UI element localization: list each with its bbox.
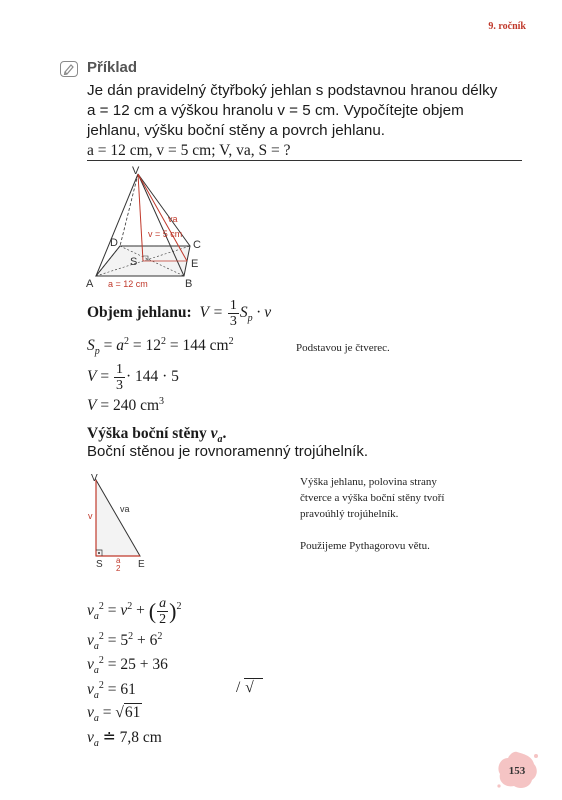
label-v5: v = 5 cm: [148, 229, 183, 239]
label-c: C: [193, 239, 201, 251]
label-v-apex: V: [132, 166, 140, 177]
pyramid-figure: [86, 166, 206, 292]
label-two: 2: [116, 564, 121, 572]
label-va: va: [120, 504, 130, 514]
label-s: S: [130, 256, 138, 268]
label-d: D: [110, 237, 118, 249]
side-height-heading: Výška boční stěny $v_a$.: [87, 425, 227, 446]
divider: [87, 160, 522, 161]
volume-heading-row: [87, 298, 271, 329]
page-number: 153: [508, 765, 526, 777]
base-note: Podstavou je čtverec.: [296, 342, 390, 354]
label-b: B: [185, 278, 193, 290]
triangle: [96, 480, 140, 556]
label-a12: a = 12 cm: [108, 279, 148, 289]
volume-heading: Objem jehlanu:: [87, 304, 192, 322]
grade-label: 9. ročník: [488, 21, 526, 32]
volume-result: V = 240 $cm^3$: [87, 396, 165, 415]
side-height-intro: Boční stěnou je rovnoramenný trojúhelník.: [87, 443, 368, 460]
label-e: E: [138, 559, 145, 570]
right-triangle-figure: [88, 472, 160, 572]
label-a: a: [116, 556, 121, 565]
task-line: jehlanu, výšku boční stěny a povrch jehlanu.: [87, 122, 386, 139]
right-angle-dot: [98, 552, 100, 554]
pythagoras-note: Použijeme Pythagorovu větu.: [300, 540, 430, 552]
sqrt-note: / √: [236, 679, 262, 696]
step-3: $v_a^2 = 25 + 36$: [87, 655, 168, 677]
label-a: A: [86, 278, 94, 290]
task-line: Je dán pravidelný čtyřboký jehlan s podstavnou hranou délky: [87, 82, 498, 99]
pencil-icon: [60, 61, 78, 77]
step-1: $v_a^2 = v^2$ + ( $\frac{a}{2}$ )$^2$: [87, 596, 182, 627]
label-va: va: [168, 214, 178, 224]
task-text: [87, 81, 527, 141]
step-5: $v_a = √61$: [87, 704, 141, 725]
triangle-note: Výška jehlanu, polovina strany čtverce a výška boční stěny tvoří pravoúhlý trojúhelník.: [300, 476, 445, 520]
volume-substitution: V = $\frac{1}{3}$ · 144 · 5: [87, 362, 179, 393]
label-v: V: [91, 473, 98, 484]
step-2: $v_a^2 = 5^2 + 6^2$: [87, 631, 163, 653]
base-area-line: $S_p = a^2 = 12^2 = 144$ $cm^2$: [87, 336, 234, 358]
label-v-small: v: [88, 511, 93, 521]
volume-formula: V = $\frac{1}{3}$ $S_p \cdot v$: [195, 298, 272, 329]
example-title: Příklad: [87, 59, 138, 76]
label-s: S: [96, 559, 103, 570]
step-4: $v_a^2 = 61$: [87, 680, 136, 702]
given-values: a = 12 cm, v = 5 cm; V, va, S = ?: [87, 142, 291, 159]
label-e: E: [191, 258, 199, 270]
task-line: a = 12 cm a výškou hranolu v = 5 cm. Vypočítejte objem: [87, 102, 464, 119]
step-6: $v_a$ ≐ 7,8 cm: [87, 729, 162, 750]
